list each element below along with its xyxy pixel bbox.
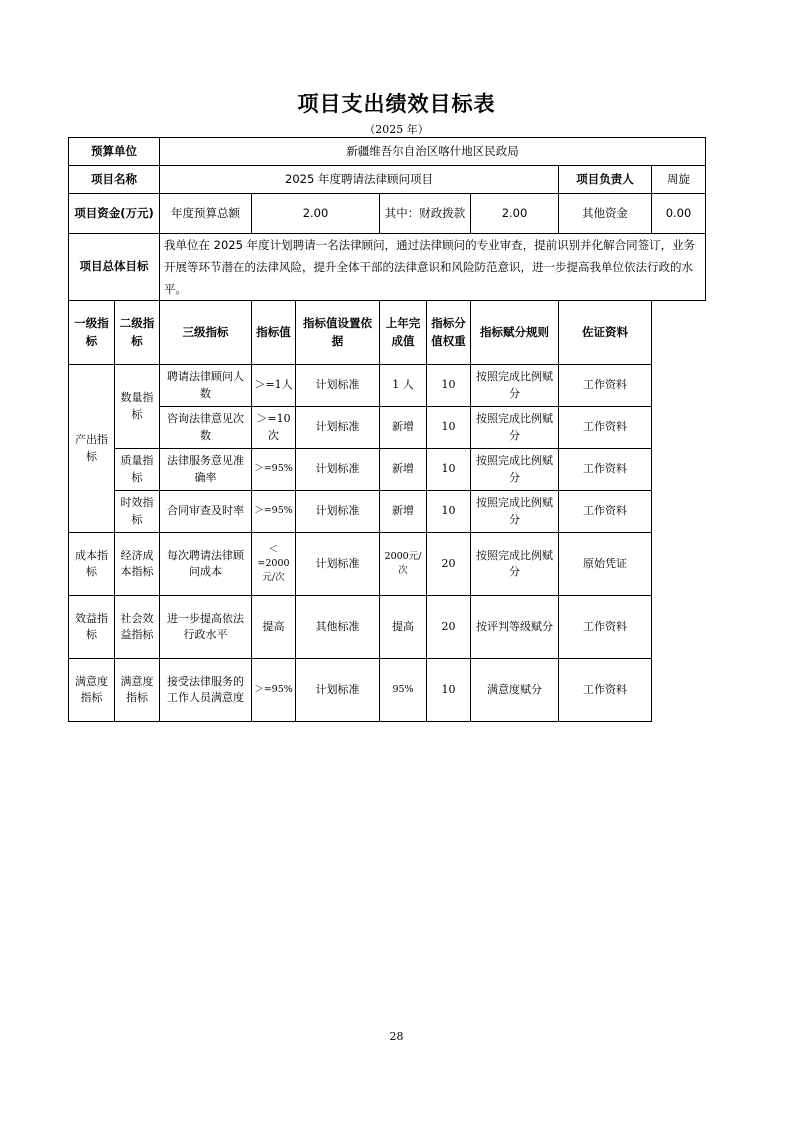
header-value: 指标值 (252, 301, 296, 365)
value-cell: ＜=2000元/次 (252, 533, 296, 596)
project-name-value: 2025 年度聘请法律顾问项目 (160, 166, 559, 194)
value-cell: ＞=95% (252, 659, 296, 722)
rule-cell: 按照完成比例赋分 (471, 407, 559, 449)
last-year-cell: 1 人 (380, 365, 427, 407)
rule-cell: 按照完成比例赋分 (471, 491, 559, 533)
level3-cell: 合同审查及时率 (160, 491, 252, 533)
level2-cell: 满意度指标 (115, 659, 160, 722)
last-year-cell: 提高 (380, 596, 427, 659)
project-name-label: 项目名称 (69, 166, 160, 194)
performance-table (68, 137, 706, 722)
group-output: 产出指标 (69, 365, 115, 533)
evidence-cell: 原始凭证 (559, 533, 652, 596)
fiscal-funds-label: 其中：财政拨款 (380, 194, 471, 234)
evidence-cell: 工作资料 (559, 491, 652, 533)
rule-cell: 按照完成比例赋分 (471, 365, 559, 407)
basis-cell: 计划标准 (296, 365, 380, 407)
level3-cell: 进一步提高依法行政水平 (160, 596, 252, 659)
last-year-cell: 新增 (380, 407, 427, 449)
level2-cell: 质量指标 (115, 449, 160, 491)
rule-cell: 满意度赋分 (471, 659, 559, 722)
level2-cell: 数量指标 (115, 365, 160, 449)
year-label: （2025 年） (364, 123, 429, 136)
evidence-cell: 工作资料 (559, 449, 652, 491)
fiscal-funds-value: 2.00 (471, 194, 559, 234)
level3-cell: 接受法律服务的工作人员满意度 (160, 659, 252, 722)
goal-text: 我单位在 2025 年度计划聘请一名法律顾问，通过法律顾问的专业审查，提前识别并化解合同签订，业务开展等环节潜在的法律风险，提升全体干部的法律意识和风险防范意识，进一步提高我单位依法行政的水平。 (160, 234, 706, 301)
last-year-cell: 95% (380, 659, 427, 722)
basis-cell: 其他标准 (296, 596, 380, 659)
basis-cell: 计划标准 (296, 533, 380, 596)
header-rule: 指标赋分规则 (471, 301, 559, 365)
last-year-cell: 2000元/次 (380, 533, 427, 596)
table-row (69, 491, 706, 533)
last-year-cell: 新增 (380, 491, 427, 533)
last-year-cell: 新增 (380, 449, 427, 491)
budget-unit-value: 新疆维吾尔自治区喀什地区民政局 (160, 138, 706, 166)
rule-cell: 按照完成比例赋分 (471, 533, 559, 596)
level2-cell: 经济成本指标 (115, 533, 160, 596)
other-funds-value: 0.00 (652, 194, 706, 234)
value-cell: ＞=95% (252, 491, 296, 533)
group-benefit: 效益指标 (69, 596, 115, 659)
header-basis: 指标值设置依据 (296, 301, 380, 365)
funds-label: 项目资金(万元) (69, 194, 160, 234)
table-row (69, 533, 706, 596)
table-row (69, 365, 706, 407)
table-row (69, 596, 706, 659)
table-row (69, 659, 706, 722)
weight-cell: 10 (427, 659, 471, 722)
level3-cell: 法律服务意见准确率 (160, 449, 252, 491)
header-evidence: 佐证资料 (559, 301, 652, 365)
value-cell: 提高 (252, 596, 296, 659)
basis-cell: 计划标准 (296, 491, 380, 533)
other-funds-label: 其他资金 (559, 194, 652, 234)
header-last-year: 上年完成值 (380, 301, 427, 365)
rule-cell: 按照完成比例赋分 (471, 449, 559, 491)
evidence-cell: 工作资料 (559, 659, 652, 722)
header-level1: 一级指标 (69, 301, 115, 365)
basis-cell: 计划标准 (296, 449, 380, 491)
basis-cell: 计划标准 (296, 659, 380, 722)
level3-cell: 咨询法律意见次数 (160, 407, 252, 449)
weight-cell: 20 (427, 533, 471, 596)
header-weight: 指标分值权重 (427, 301, 471, 365)
value-cell: ＞=10次 (252, 407, 296, 449)
goal-label: 项目总体目标 (69, 234, 160, 301)
weight-cell: 10 (427, 491, 471, 533)
budget-unit-label: 预算单位 (69, 138, 160, 166)
group-cost: 成本指标 (69, 533, 115, 596)
weight-cell: 10 (427, 365, 471, 407)
level3-cell: 聘请法律顾问人数 (160, 365, 252, 407)
project-owner-label: 项目负责人 (559, 166, 652, 194)
evidence-cell: 工作资料 (559, 407, 652, 449)
evidence-cell: 工作资料 (559, 365, 652, 407)
table-row (69, 407, 706, 449)
weight-cell: 10 (427, 407, 471, 449)
table-row (69, 449, 706, 491)
annual-budget-label: 年度预算总额 (160, 194, 252, 234)
header-level3: 三级指标 (160, 301, 252, 365)
value-cell: ＞=1人 (252, 365, 296, 407)
annual-budget-value: 2.00 (252, 194, 380, 234)
weight-cell: 10 (427, 449, 471, 491)
value-cell: ＞=95% (252, 449, 296, 491)
header-level2: 二级指标 (115, 301, 160, 365)
project-owner-value: 周旋 (652, 166, 706, 194)
page-number: 28 (389, 1030, 404, 1043)
level2-cell: 时效指标 (115, 491, 160, 533)
level2-cell: 社会效益指标 (115, 596, 160, 659)
group-satisfaction: 满意度指标 (69, 659, 115, 722)
rule-cell: 按评判等级赋分 (471, 596, 559, 659)
evidence-cell: 工作资料 (559, 596, 652, 659)
level3-cell: 每次聘请法律顾问成本 (160, 533, 252, 596)
weight-cell: 20 (427, 596, 471, 659)
page-title: 项目支出绩效目标表 (297, 92, 496, 116)
basis-cell: 计划标准 (296, 407, 380, 449)
